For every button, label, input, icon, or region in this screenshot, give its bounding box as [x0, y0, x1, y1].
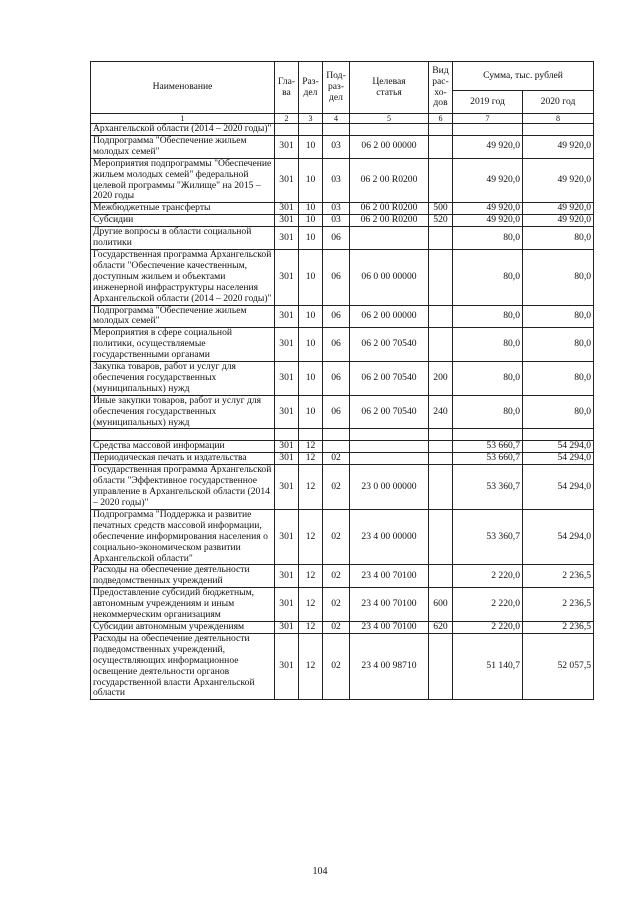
row-sum-2020: 49 920,0: [523, 135, 594, 158]
row-vid: 600: [429, 588, 453, 622]
row-vid: [429, 465, 453, 510]
row-target: 06 2 00 70540: [350, 362, 429, 396]
row-glava: 301: [275, 249, 299, 305]
row-podrazdel: [323, 441, 350, 453]
row-sum-2020: 54 294,0: [523, 465, 594, 510]
column-number: 7: [453, 114, 523, 124]
row-glava: 301: [275, 158, 299, 203]
row-sum-2020: 54 294,0: [523, 441, 594, 453]
row-podrazdel: 06: [323, 227, 350, 250]
header-celevaya-text: Целевая статья: [372, 75, 406, 98]
row-sum-2019: 80,0: [453, 227, 523, 250]
row-razdel: 10: [299, 203, 323, 215]
page-number: 104: [312, 866, 328, 877]
column-number: 2: [275, 114, 299, 124]
row-target: 23 4 00 00000: [350, 509, 429, 565]
row-sum-2019: 80,0: [453, 249, 523, 305]
row-vid: [429, 158, 453, 203]
row-sum-2020: [523, 124, 594, 136]
row-sum-2020: 49 920,0: [523, 203, 594, 215]
row-podrazdel: 02: [323, 588, 350, 622]
table-row: [91, 465, 594, 510]
header-razdel-text: Раз- дел: [302, 75, 319, 98]
row-name: Субсидии автономным учреждениям: [91, 621, 275, 633]
row-vid: 200: [429, 362, 453, 396]
table-row: [91, 621, 594, 633]
row-target: 06 0 00 00000: [350, 249, 429, 305]
row-name: Закупка товаров, работ и услуг для обеспечения государственных (муниципальных) нужд: [91, 362, 275, 396]
row-sum-2020: 49 920,0: [523, 215, 594, 227]
row-glava: 301: [275, 215, 299, 227]
row-vid: [429, 135, 453, 158]
row-glava: [275, 124, 299, 136]
row-vid: [429, 249, 453, 305]
table-row-empty: [91, 429, 594, 441]
table-row: [91, 588, 594, 622]
row-razdel: 12: [299, 465, 323, 510]
row-name: Расходы на обеспечение деятельности подведомственных учреждений: [91, 565, 275, 588]
row-razdel: 10: [299, 305, 323, 328]
table-row: [91, 203, 594, 215]
row-glava: 301: [275, 465, 299, 510]
column-number: 6: [429, 114, 453, 124]
row-glava: 301: [275, 621, 299, 633]
row-sum-2019: 53 360,7: [453, 465, 523, 510]
row-name: Межбюджетные трансферты: [91, 203, 275, 215]
row-sum-2019: 80,0: [453, 305, 523, 328]
budget-table: [90, 61, 594, 700]
row-razdel: 10: [299, 158, 323, 203]
row-name: Другие вопросы в области социальной политики: [91, 227, 275, 250]
row-podrazdel: 02: [323, 621, 350, 633]
row-razdel: 10: [299, 135, 323, 158]
table-row: [91, 249, 594, 305]
row-sum-2020: 80,0: [523, 328, 594, 362]
row-razdel: 12: [299, 565, 323, 588]
row-podrazdel: 02: [323, 633, 350, 699]
row-glava: 301: [275, 203, 299, 215]
row-sum-2019: 80,0: [453, 328, 523, 362]
row-sum-2019: 49 920,0: [453, 158, 523, 203]
row-vid: [429, 441, 453, 453]
row-glava: 301: [275, 362, 299, 396]
row-vid: [429, 565, 453, 588]
header-podrazdel-text: Под- раз- дел: [326, 70, 346, 103]
row-glava: 301: [275, 305, 299, 328]
row-name: Средства массовой информации: [91, 441, 275, 453]
row-glava: 301: [275, 395, 299, 429]
row-sum-2020: 49 920,0: [523, 158, 594, 203]
table-row: [91, 453, 594, 465]
row-sum-2019: 2 220,0: [453, 621, 523, 633]
header-celevaya: [350, 62, 429, 114]
row-name: [91, 429, 275, 441]
row-vid: 240: [429, 395, 453, 429]
row-podrazdel: 03: [323, 203, 350, 215]
table-row: [91, 509, 594, 565]
header-vid-text: Вид рас- хо- дов: [432, 64, 449, 109]
row-podrazdel: 06: [323, 328, 350, 362]
table-row: [91, 395, 594, 429]
row-sum-2020: 80,0: [523, 249, 594, 305]
table-row: [91, 362, 594, 396]
row-name: Архангельской области (2014 – 2020 годы)": [91, 124, 275, 136]
table-body: [91, 124, 594, 700]
row-target: [350, 124, 429, 136]
row-sum-2019: [453, 124, 523, 136]
row-name: Предоставление субсидий бюджетным, автономным учреждениям и иным некоммерческим организациям: [91, 588, 275, 622]
row-podrazdel: 03: [323, 158, 350, 203]
row-name: Иные закупки товаров, работ и услуг для обеспечения государственных (муниципальных) нужд: [91, 395, 275, 429]
row-target: 06 2 00 00000: [350, 305, 429, 328]
row-name: Расходы на обеспечение деятельности подведомственных учреждений, осуществляющих информационное освещение деятельности органов государственной власти Архангельской области: [91, 633, 275, 699]
row-vid: [429, 124, 453, 136]
row-podrazdel: 06: [323, 362, 350, 396]
row-razdel: 12: [299, 588, 323, 622]
row-target: 06 2 00 R0200: [350, 215, 429, 227]
row-target: 23 4 00 70100: [350, 565, 429, 588]
row-sum-2019: 53 660,7: [453, 453, 523, 465]
row-sum-2020: 2 236,5: [523, 621, 594, 633]
row-razdel: 10: [299, 215, 323, 227]
row-name: Подпрограмма "Поддержка и развитие печатных средств массовой информации, обеспечение информирования населения о социально-экономическом развитии Архангельской области": [91, 509, 275, 565]
row-target: 23 4 00 70100: [350, 588, 429, 622]
row-sum-2019: [453, 429, 523, 441]
row-glava: 301: [275, 441, 299, 453]
header-summa: Сумма, тыс. рублей: [453, 62, 594, 91]
row-razdel: 10: [299, 227, 323, 250]
row-razdel: [299, 429, 323, 441]
table-row: [91, 215, 594, 227]
row-name: Мероприятия подпрограммы "Обеспечение жильем молодых семей" федеральной целевой программы "Жилище" на 2015 – 2020 годы: [91, 158, 275, 203]
row-name: Подпрограмма "Обеспечение жильем молодых семей": [91, 135, 275, 158]
table-row: [91, 135, 594, 158]
row-target: [350, 227, 429, 250]
header-year-2020: 2020 год: [523, 91, 594, 114]
row-podrazdel: [323, 429, 350, 441]
row-vid: [429, 305, 453, 328]
row-sum-2019: 2 220,0: [453, 588, 523, 622]
row-vid: [429, 328, 453, 362]
row-razdel: [299, 124, 323, 136]
column-number: 8: [523, 114, 594, 124]
column-number: 4: [323, 114, 350, 124]
table-header: [91, 62, 594, 124]
row-target: [350, 453, 429, 465]
row-sum-2020: 80,0: [523, 227, 594, 250]
row-razdel: 10: [299, 328, 323, 362]
row-sum-2020: 2 236,5: [523, 588, 594, 622]
row-glava: 301: [275, 633, 299, 699]
row-podrazdel: 02: [323, 565, 350, 588]
row-sum-2019: 2 220,0: [453, 565, 523, 588]
row-vid: 520: [429, 215, 453, 227]
column-number: 5: [350, 114, 429, 124]
table-row: [91, 565, 594, 588]
row-target: 23 4 00 98710: [350, 633, 429, 699]
row-sum-2020: 2 236,5: [523, 565, 594, 588]
row-podrazdel: 06: [323, 395, 350, 429]
row-sum-2020: 80,0: [523, 395, 594, 429]
row-name: Подпрограмма "Обеспечение жильем молодых семей": [91, 305, 275, 328]
table-row: [91, 124, 594, 136]
row-vid: 620: [429, 621, 453, 633]
row-target: 06 2 00 R0200: [350, 203, 429, 215]
row-sum-2019: 51 140,7: [453, 633, 523, 699]
row-glava: 301: [275, 565, 299, 588]
column-number: 1: [91, 114, 275, 124]
header-glava-text: Гла- ва: [277, 75, 296, 98]
row-name: Периодическая печать и издательства: [91, 453, 275, 465]
header-glava: [275, 62, 299, 114]
row-sum-2019: 53 360,7: [453, 509, 523, 565]
row-podrazdel: 02: [323, 465, 350, 510]
row-razdel: 12: [299, 441, 323, 453]
row-vid: [429, 429, 453, 441]
row-sum-2020: 54 294,0: [523, 509, 594, 565]
row-sum-2019: 53 660,7: [453, 441, 523, 453]
row-razdel: 12: [299, 509, 323, 565]
row-vid: [429, 453, 453, 465]
row-podrazdel: 03: [323, 215, 350, 227]
row-sum-2020: 80,0: [523, 362, 594, 396]
row-sum-2019: 80,0: [453, 395, 523, 429]
row-razdel: 10: [299, 362, 323, 396]
table-row: [91, 633, 594, 699]
row-glava: 301: [275, 453, 299, 465]
row-target: 06 2 00 00000: [350, 135, 429, 158]
row-podrazdel: 06: [323, 249, 350, 305]
row-target: 06 2 00 70540: [350, 395, 429, 429]
row-sum-2019: 49 920,0: [453, 135, 523, 158]
row-target: 06 2 00 70540: [350, 328, 429, 362]
row-glava: 301: [275, 509, 299, 565]
row-target: 23 4 00 70100: [350, 621, 429, 633]
row-target: [350, 429, 429, 441]
table-row: [91, 158, 594, 203]
row-podrazdel: 02: [323, 453, 350, 465]
row-razdel: 10: [299, 249, 323, 305]
table-row: [91, 227, 594, 250]
row-glava: 301: [275, 227, 299, 250]
row-razdel: 12: [299, 453, 323, 465]
row-razdel: 10: [299, 395, 323, 429]
column-numbers-row: [91, 114, 594, 124]
table-row: [91, 441, 594, 453]
row-podrazdel: 03: [323, 135, 350, 158]
header-razdel: [299, 62, 323, 114]
row-glava: 301: [275, 135, 299, 158]
row-podrazdel: [323, 124, 350, 136]
row-vid: [429, 633, 453, 699]
row-vid: 500: [429, 203, 453, 215]
row-razdel: 12: [299, 621, 323, 633]
row-name: Субсидии: [91, 215, 275, 227]
row-name: Мероприятия в сфере социальной политики, осуществляемые государственными органами: [91, 328, 275, 362]
row-sum-2020: 52 057,5: [523, 633, 594, 699]
row-razdel: 12: [299, 633, 323, 699]
row-target: 06 2 00 R0200: [350, 158, 429, 203]
row-vid: [429, 227, 453, 250]
column-number: 3: [299, 114, 323, 124]
row-sum-2019: 80,0: [453, 362, 523, 396]
row-vid: [429, 509, 453, 565]
row-sum-2019: 49 920,0: [453, 203, 523, 215]
row-podrazdel: 02: [323, 509, 350, 565]
row-target: 23 0 00 00000: [350, 465, 429, 510]
table-row: [91, 305, 594, 328]
row-glava: [275, 429, 299, 441]
row-target: [350, 441, 429, 453]
header-year-2019: 2019 год: [453, 91, 523, 114]
row-name: Государственная программа Архангельской области "Эффективное государственное управление в Архангельской области (2014 – 2020 годы)": [91, 465, 275, 510]
row-sum-2020: 80,0: [523, 305, 594, 328]
header-podrazdel: [323, 62, 350, 114]
row-sum-2020: 54 294,0: [523, 453, 594, 465]
row-sum-2020: [523, 429, 594, 441]
header-name: Наименование: [91, 62, 275, 114]
row-podrazdel: 06: [323, 305, 350, 328]
row-glava: 301: [275, 328, 299, 362]
row-name: Государственная программа Архангельской области "Обеспечение качественным, доступным жильем и объектами инженерной инфраструктуры населения Архангельской области (2014 – 2020 годы)": [91, 249, 275, 305]
row-sum-2019: 49 920,0: [453, 215, 523, 227]
table-row: [91, 328, 594, 362]
row-glava: 301: [275, 588, 299, 622]
header-vid: [429, 62, 453, 114]
